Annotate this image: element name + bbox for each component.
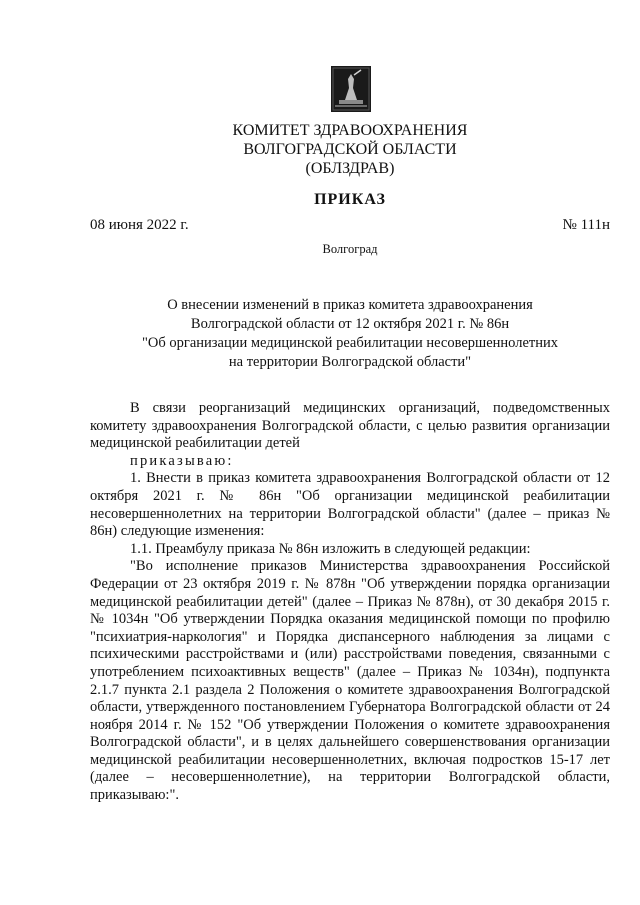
body-paragraph: 1. Внести в приказ комитета здравоохранения Волгоградской области от 12 октября 2021 г. № 86н "Об организации медицинской реабилитации несовершеннолетних на территории Волгоградской области" (далее – приказ № 86н) следующие изменения:: [90, 470, 610, 540]
order-number: № 111н: [562, 217, 610, 233]
subject-line: на территории Волгоградской области": [228, 354, 472, 370]
order-date: 08 июня 2022 г.: [90, 217, 189, 233]
organization-name: [150, 121, 550, 178]
order-body: [90, 400, 610, 805]
subject-line: Волгоградской области от 12 октября 2021 г. № 86н: [190, 316, 510, 332]
org-line: ВОЛГОГРАДСКОЙ ОБЛАСТИ: [243, 141, 457, 158]
body-paragraph: В связи реорганизаций медицинских организаций, подведомственных комитету здравоохранения Волгоградской области, с целью развития организации медицинской реабилитации детей: [90, 400, 610, 452]
coat-of-arms-icon: [331, 66, 371, 112]
subject-line: "Об организации медицинской реабилитации несовершеннолетних: [141, 335, 558, 351]
emblem-graphic: [331, 66, 371, 112]
body-paragraph: 1.1. Преамбулу приказа № 86н изложить в следующей редакции:: [130, 540, 531, 557]
subject-line: О внесении изменений в приказ комитета здравоохранения: [167, 297, 533, 313]
order-directive: приказываю:: [130, 452, 234, 469]
order-title: ПРИКАЗ: [314, 191, 386, 208]
body-paragraph: "Во исполнение приказов Министерства здравоохранения Российской Федерации от 23 октября 2019 г. № 878н "Об утверждении порядка организации медицинской реабилитации детей" (далее – Приказ № 878н), от 30 декабря 2015 г. № 1034н "Об утверждении Порядка оказания медицинской помощи по профилю "психиатрия-наркология" и Порядка диспансерного наблюдения за лицами с психическими расстройствами и (или) расстройствами поведения, связанными с употреблением психоактивных веществ" (далее – Приказ № 1034н), подпункта 2.1.7 пункта 2.1 раздела 2 Положения о комитете здравоохранения Волгоградской области, утвержденного постановлением Губернатора Волгоградской области от 24 ноября 2014 г. № 152 "Об утверждении Положения о комитете здравоохранения Волгоградской области", и в целях дальнейшего совершенствования организации медицинской реабилитации несовершеннолетних, включая подростков 15-17 лет (далее – несовершеннолетние), на территории Волгоградской области, приказываю:".: [90, 558, 610, 804]
order-subject: [90, 296, 610, 372]
order-city: Волгоград: [322, 242, 378, 256]
org-line: КОМИТЕТ ЗДРАВООХРАНЕНИЯ: [232, 122, 468, 139]
org-line: (ОБЛЗДРАВ): [305, 160, 395, 177]
